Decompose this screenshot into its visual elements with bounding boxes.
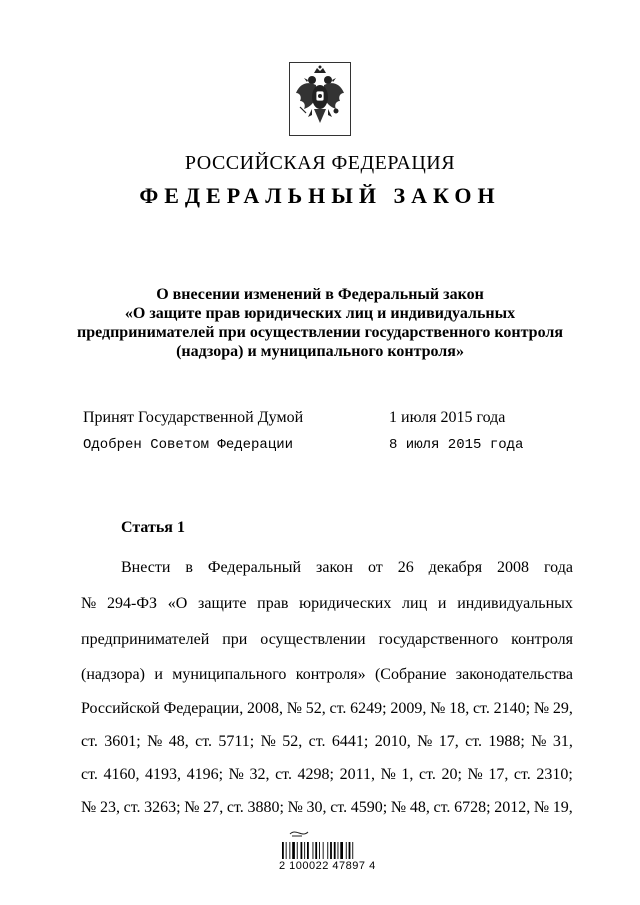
barcode-bar: [282, 842, 284, 859]
article-body-line: № 294-ФЗ «О защите прав юридических лиц и индивидуальных: [81, 595, 573, 612]
law-title-line: О внесении изменений в Федеральный закон: [156, 286, 484, 303]
barcode-bar: [319, 842, 320, 859]
barcode-bar: [297, 842, 298, 859]
duma-label: Принят Государственной Думой: [83, 409, 304, 426]
article-body-line: (надзора) и муниципального контроля» (Собрание законодательства: [81, 666, 573, 683]
coat-of-arms-icon: [289, 62, 351, 136]
law-title-line: «О защите прав юридических лиц и индивидуальных: [124, 305, 516, 322]
barcode-bar: [352, 842, 353, 859]
law-type-heading: ФЕДЕРАЛЬНЫЙ ЗАКОН: [139, 183, 501, 208]
article-body-line: Российской Федерации, 2008, № 52, ст. 6249; 2009, № 18, ст. 2140; № 29,: [81, 700, 573, 717]
duma-date: 1 июля 2015 года: [389, 409, 506, 426]
barcode-number: 2 100022 47897 4: [279, 860, 376, 872]
article-body-line: № 23, ст. 3263; № 27, ст. 3880; № 30, ст. 4590; № 48, ст. 6728; 2012, № 19,: [81, 799, 573, 816]
barcode-bar: [349, 842, 351, 859]
barcode-bar: [330, 842, 332, 859]
barcode-bar: [301, 842, 303, 859]
council-label: Одобрен Советом Федерации: [83, 437, 294, 453]
barcode-icon: [278, 826, 368, 888]
barcode-bar: [323, 842, 324, 859]
law-title-line: (надзора) и муниципального контроля»: [176, 343, 464, 360]
barcode-bar: [286, 842, 287, 859]
barcode-bar: [334, 842, 336, 859]
barcode-bar: [338, 842, 339, 859]
law-title: [60, 285, 580, 361]
article-body-line: Внести в Федеральный закон от 26 декабря 2008 года: [121, 559, 573, 576]
barcode-bar: [346, 842, 347, 859]
barcode-bar: [327, 842, 328, 859]
barcode-bar: [307, 842, 309, 859]
council-date: 8 июля 2015 года: [389, 437, 524, 453]
article-heading: Статья 1: [121, 519, 185, 536]
barcode-bar: [292, 842, 295, 859]
barcode-bar: [289, 842, 290, 859]
country-name: РОССИЙСКАЯ ФЕДЕРАЦИЯ: [184, 152, 456, 174]
barcode-bar: [304, 842, 305, 859]
article-body-line: предпринимателей при осуществлении государственного контроля: [81, 631, 573, 648]
barcode-bar: [313, 842, 314, 859]
barcode-bar: [315, 842, 317, 859]
barcode-bar: [340, 842, 343, 859]
article-body-line: ст. 3601; № 48, ст. 5711; № 52, ст. 6441; 2010, № 17, ст. 1988; № 31,: [81, 733, 573, 750]
article-body-line: ст. 4160, 4193, 4196; № 32, ст. 4298; 2011, № 1, ст. 20; № 17, ст. 2310;: [81, 766, 573, 783]
law-title-line: предпринимателей при осуществлении государственного контроля: [76, 324, 563, 341]
